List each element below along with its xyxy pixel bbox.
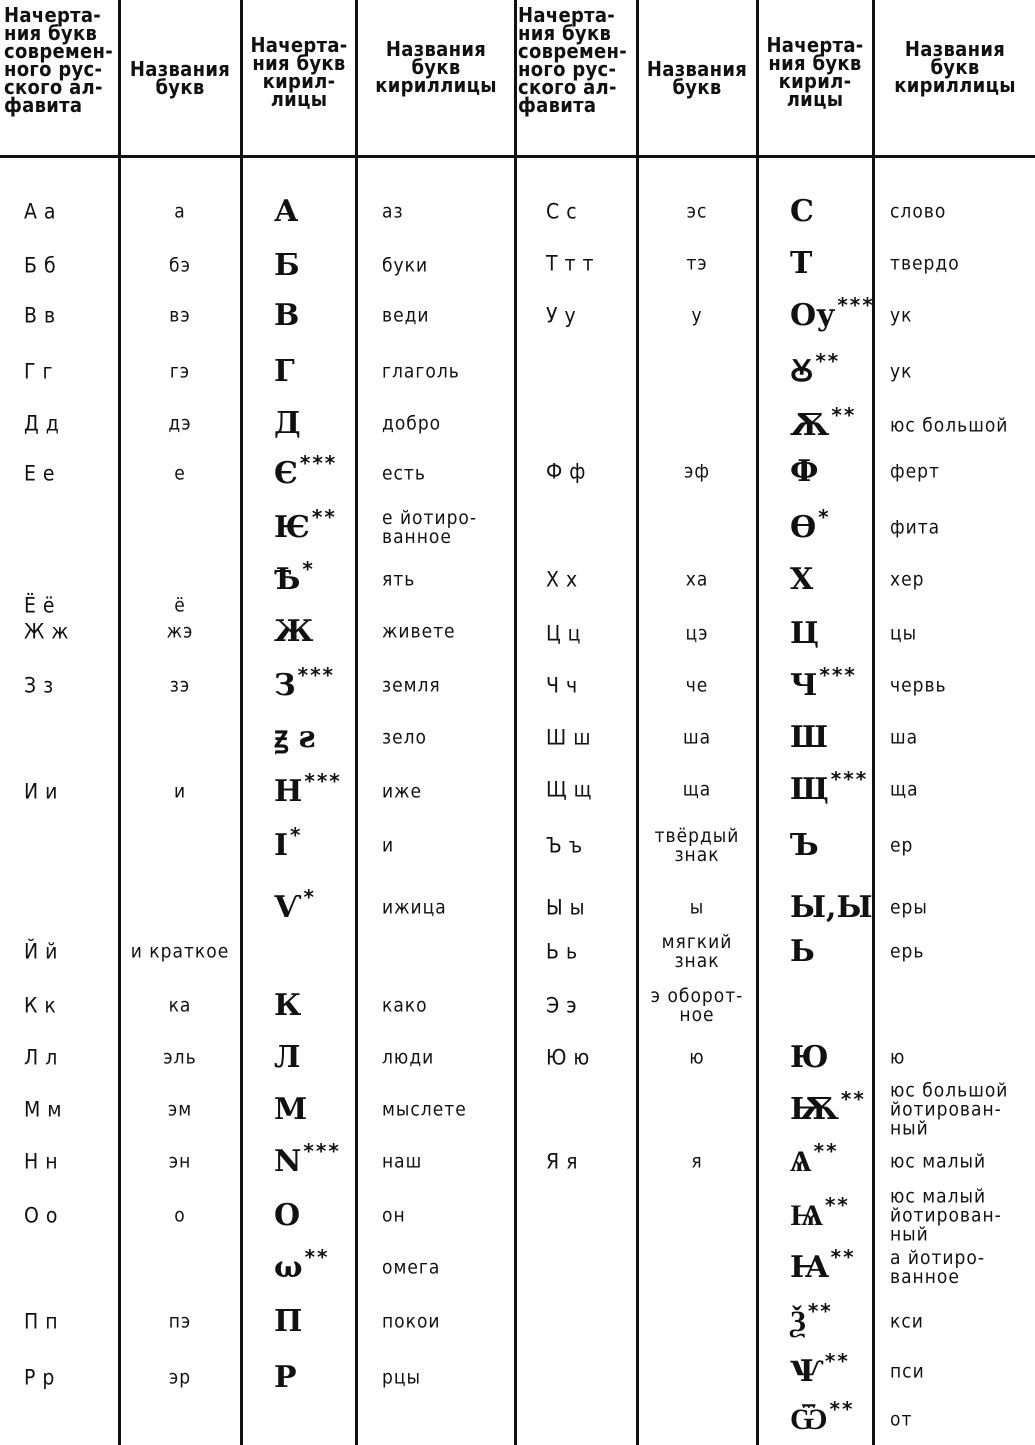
cyrillic-letter: П <box>274 1304 303 1339</box>
cyrillic-glyph <box>790 991 872 1021</box>
cyrillic-name: ерь <box>890 940 925 963</box>
cyrillic-letter: Ѫ <box>790 408 830 443</box>
cyrillic-letter: І <box>274 828 289 863</box>
cyrillic-glyph <box>790 828 872 863</box>
letter-name: и краткое <box>130 940 230 963</box>
column-header: Названия букв <box>129 57 231 99</box>
footnote-stars: *** <box>819 663 857 687</box>
cyrillic-letter: Ь <box>790 934 815 969</box>
letter-name: бэ <box>169 254 191 277</box>
cyrillic-letter: Ъ <box>790 828 819 863</box>
modern-letter: Т т т <box>546 251 595 276</box>
cyrillic-glyph <box>274 1198 354 1233</box>
cyrillic-name: рцы <box>382 1366 421 1389</box>
cyrillic-glyph <box>274 354 354 389</box>
footnote-stars: ** <box>824 1349 850 1373</box>
letter-name: жэ <box>166 620 194 643</box>
cyrillic-letter: Б <box>274 248 300 283</box>
cyrillic-letter: Ы,Ы <box>790 890 873 925</box>
letter-name: че <box>685 674 709 697</box>
letter-name: а <box>174 200 186 223</box>
cyrillic-letter: Ш <box>790 720 829 755</box>
cyrillic-name: твердо <box>890 252 960 275</box>
letter-name: дэ <box>168 412 192 435</box>
column-header: Начерта- ния букв кирил- лицы <box>250 33 348 111</box>
cyrillic-letter: З <box>274 668 296 703</box>
column-divider <box>514 0 517 1445</box>
column-header: Названия букв кириллицы <box>894 37 1016 97</box>
cyrillic-glyph <box>790 505 872 545</box>
footnote-stars: * <box>302 557 315 581</box>
column-header: Начерта- ния букв современ- ного рус- ского ал- фавита <box>4 3 114 117</box>
cyrillic-name: хер <box>890 568 925 591</box>
cyrillic-glyph <box>274 663 354 703</box>
footnote-stars: * <box>818 505 831 529</box>
modern-letter: Ы ы <box>546 895 586 920</box>
cyrillic-name: ять <box>382 568 416 591</box>
column-divider <box>355 0 358 1445</box>
cyrillic-letter: Ѩ <box>790 1198 823 1233</box>
modern-letter: Ч ч <box>546 673 578 698</box>
cyrillic-glyph <box>274 769 354 809</box>
footnote-stars: *** <box>303 1139 341 1163</box>
cyrillic-letter: Р <box>274 1360 297 1395</box>
cyrillic-glyph <box>274 1092 354 1127</box>
cyrillic-name: глаголь <box>382 360 460 383</box>
cyrillic-name: юс малый йотирован- ный <box>890 1185 1002 1246</box>
modern-letter: Я я <box>546 1149 578 1174</box>
footnote-stars: *** <box>297 663 336 687</box>
cyrillic-name: от <box>890 1408 913 1431</box>
footnote-stars: *** <box>304 769 342 793</box>
cyrillic-letter: Л <box>274 1040 301 1075</box>
footnote-stars: ** <box>311 505 337 529</box>
cyrillic-letter: Ѱ <box>790 1354 823 1389</box>
modern-letter: Ю ю <box>546 1045 590 1070</box>
cyrillic-name: како <box>382 994 428 1017</box>
footnote-stars: ** <box>830 1245 856 1269</box>
cyrillic-glyph <box>790 767 872 807</box>
cyrillic-letter: Т <box>790 246 813 281</box>
letter-name: эф <box>684 460 710 483</box>
cyrillic-glyph <box>274 248 354 283</box>
cyrillic-glyph <box>790 663 872 703</box>
cyrillic-name: покои <box>382 1310 441 1333</box>
cyrillic-name: кси <box>890 1310 924 1333</box>
cyrillic-glyph <box>274 1245 354 1285</box>
cyrillic-name: люди <box>382 1046 435 1069</box>
modern-letter: М м <box>24 1097 63 1122</box>
cyrillic-glyph <box>790 1397 872 1437</box>
modern-letter: Х х <box>546 567 578 592</box>
letter-name: и <box>173 780 187 803</box>
cyrillic-glyph <box>790 890 873 925</box>
modern-letter: Ё ё <box>24 593 56 618</box>
cyrillic-name: юс большой йотирован- ный <box>890 1079 1009 1140</box>
footnote-stars: ** <box>807 1299 833 1323</box>
modern-letter: К к <box>24 993 57 1018</box>
cyrillic-name: цы <box>890 622 918 645</box>
cyrillic-letter: Д <box>274 406 301 441</box>
letter-name: эн <box>168 1150 192 1173</box>
cyrillic-glyph <box>790 403 872 443</box>
cyrillic-glyph <box>274 1040 354 1075</box>
cyrillic-letter: Ѿ <box>790 1402 828 1437</box>
column-divider <box>240 0 243 1445</box>
footnote-stars: * <box>290 823 303 847</box>
cyrillic-letter: Ж <box>274 614 314 649</box>
footnote-stars: ** <box>815 349 841 373</box>
modern-letter: В в <box>24 303 56 328</box>
cyrillic-letter: К <box>274 988 302 1023</box>
letter-name: я <box>691 1150 703 1173</box>
cyrillic-name: он <box>382 1204 406 1227</box>
cyrillic-letter: Щ <box>790 772 829 807</box>
cyrillic-name: а йотиро- ванное <box>890 1247 986 1288</box>
cyrillic-glyph <box>790 194 872 229</box>
modern-letter: Й й <box>24 939 58 964</box>
letter-name: эр <box>168 1366 192 1389</box>
modern-letter: И и <box>24 779 58 804</box>
letter-name: ю <box>689 1046 705 1069</box>
modern-letter: Ц ц <box>546 621 582 646</box>
footnote-stars: ** <box>831 403 857 427</box>
cyrillic-glyph <box>790 1299 872 1339</box>
cyrillic-letter: Ѳ <box>790 510 817 545</box>
cyrillic-glyph <box>274 937 354 967</box>
cyrillic-name: веди <box>382 304 430 327</box>
cyrillic-name: еры <box>890 896 928 919</box>
cyrillic-name: червь <box>890 674 947 697</box>
footnote-stars: *** <box>299 451 338 475</box>
cyrillic-name: живете <box>382 620 456 643</box>
modern-letter: Н н <box>24 1149 59 1174</box>
cyrillic-glyph <box>274 885 354 925</box>
cyrillic-letter: Х <box>790 562 814 597</box>
cyrillic-glyph <box>790 293 875 333</box>
cyrillic-letter: Ѭ <box>790 1092 839 1127</box>
cyrillic-name: ферт <box>890 460 940 483</box>
footnote-stars: ** <box>840 1087 866 1111</box>
letter-name: ё <box>174 594 186 617</box>
cyrillic-letter: Є <box>274 456 298 491</box>
cyrillic-name: ща <box>890 778 919 801</box>
modern-letter: Р р <box>24 1365 55 1390</box>
cyrillic-glyph <box>274 614 354 649</box>
cyrillic-name: буки <box>382 254 429 277</box>
cyrillic-letter: Ꙗ <box>790 1250 829 1285</box>
letter-name: пэ <box>168 1310 192 1333</box>
modern-letter: Ь ь <box>546 939 578 964</box>
letter-name: вэ <box>169 304 191 327</box>
cyrillic-name: фита <box>890 516 941 539</box>
cyrillic-letter: Ф <box>790 454 819 489</box>
cyrillic-name: зело <box>382 726 427 749</box>
modern-letter: Е е <box>24 461 56 486</box>
letter-name: эм <box>167 1098 193 1121</box>
modern-letter: Л л <box>24 1045 58 1070</box>
modern-letter: Ф ф <box>546 459 586 484</box>
letter-name: твёрдый знак <box>654 825 740 866</box>
cyrillic-letter: О <box>274 1198 301 1233</box>
cyrillic-name: аз <box>382 200 404 223</box>
column-divider <box>756 0 759 1445</box>
cyrillic-glyph <box>790 1193 872 1233</box>
footnote-stars: ** <box>304 1245 330 1269</box>
cyrillic-glyph <box>790 1087 872 1127</box>
cyrillic-name: ер <box>890 834 914 857</box>
cyrillic-letter: Оу <box>790 298 836 333</box>
cyrillic-glyph <box>790 1349 872 1389</box>
letter-name: зэ <box>169 674 191 697</box>
cyrillic-name: иже <box>382 780 423 803</box>
cyrillic-name: добро <box>382 412 442 435</box>
cyrillic-glyph <box>790 349 872 389</box>
letter-name: э оборот- ное <box>650 985 744 1026</box>
modern-letter: Щ щ <box>546 777 592 802</box>
cyrillic-letter: Ѵ <box>274 890 302 925</box>
footnote-stars: * <box>303 885 316 909</box>
modern-letter: С с <box>546 199 578 224</box>
cyrillic-letter: В <box>274 298 300 333</box>
cyrillic-letter: Ѥ <box>274 510 310 545</box>
cyrillic-glyph <box>790 616 872 651</box>
letter-name: эс <box>686 200 708 223</box>
cyrillic-name: земля <box>382 674 441 697</box>
cyrillic-letter: Ѯ <box>790 1304 806 1339</box>
cyrillic-letter: Ч <box>790 668 818 703</box>
cyrillic-glyph <box>790 720 872 755</box>
cyrillic-letter: Ц <box>790 616 819 651</box>
cyrillic-glyph <box>274 505 354 545</box>
letter-name: ха <box>685 568 709 591</box>
cyrillic-glyph <box>274 1304 354 1339</box>
cyrillic-letter: М <box>274 1092 308 1127</box>
cyrillic-letter: А <box>274 194 299 229</box>
cyrillic-name: и <box>382 834 395 857</box>
cyrillic-name: е йотиро- ванное <box>382 507 478 548</box>
cyrillic-glyph <box>274 720 354 755</box>
cyrillic-glyph <box>274 1139 354 1179</box>
cyrillic-name: ижица <box>382 896 447 919</box>
cyrillic-glyph <box>274 406 354 441</box>
footnote-stars: ** <box>813 1139 839 1163</box>
column-header: Начерта- ния букв кирил- лицы <box>766 33 864 111</box>
cyrillic-glyph <box>790 454 872 489</box>
modern-letter: А а <box>24 199 56 224</box>
cyrillic-glyph <box>790 562 872 597</box>
letter-name: тэ <box>686 252 708 275</box>
cyrillic-letter: ω <box>274 1250 303 1285</box>
cyrillic-letter: ꙃ ꙅ <box>274 720 316 755</box>
cyrillic-glyph <box>274 194 354 229</box>
cyrillic-name: ша <box>890 726 919 749</box>
letter-name: ы <box>689 896 705 919</box>
cyrillic-letter: Н <box>274 774 303 809</box>
cyrillic-letter: Ѣ <box>274 562 301 597</box>
modern-letter: Д д <box>24 411 60 436</box>
modern-letter: Ъ ъ <box>546 833 583 858</box>
column-header: Названия букв <box>646 57 748 99</box>
letter-name: у <box>691 304 703 327</box>
cyrillic-glyph <box>790 246 872 281</box>
modern-letter: З з <box>24 673 54 698</box>
cyrillic-letter: Ѧ <box>790 1144 812 1179</box>
letter-name: мягкий знак <box>661 931 733 972</box>
letter-name: эль <box>163 1046 197 1069</box>
cyrillic-name: наш <box>382 1150 423 1173</box>
cyrillic-letter: С <box>790 194 814 229</box>
column-header: Начерта- ния букв современ- ного рус- ского ал- фавита <box>518 3 628 117</box>
cyrillic-name: есть <box>382 462 426 485</box>
cyrillic-name: ю <box>890 1046 906 1069</box>
cyrillic-letter: Ꙋ <box>790 354 814 389</box>
modern-letter: О о <box>24 1203 58 1228</box>
letter-name: о <box>174 1204 186 1227</box>
column-header: Названия букв кириллицы <box>375 37 497 97</box>
footnote-stars: ** <box>829 1397 855 1421</box>
cyrillic-glyph <box>790 1040 872 1075</box>
cyrillic-name: мыслете <box>382 1098 467 1121</box>
modern-letter: Б б <box>24 253 57 278</box>
modern-letter: П п <box>24 1309 59 1334</box>
modern-letter: Э э <box>546 993 578 1018</box>
cyrillic-glyph <box>790 934 872 969</box>
cyrillic-glyph <box>274 451 354 491</box>
letter-name: ща <box>682 778 712 801</box>
footnote-stars: *** <box>830 767 869 791</box>
cyrillic-letter: N <box>274 1144 302 1179</box>
letter-name: гэ <box>169 360 191 383</box>
cyrillic-name: пси <box>890 1360 925 1383</box>
letter-name: ша <box>682 726 712 749</box>
modern-letter: Г г <box>24 359 53 384</box>
cyrillic-name: юс малый <box>890 1150 987 1173</box>
cyrillic-name: омега <box>382 1256 441 1279</box>
cyrillic-glyph <box>274 1360 354 1395</box>
cyrillic-glyph <box>274 298 354 333</box>
modern-letter: У у <box>546 303 577 328</box>
footnote-stars: ** <box>824 1193 850 1217</box>
modern-letter: Ш ш <box>546 725 591 750</box>
cyrillic-glyph <box>790 1139 872 1179</box>
modern-letter: Ж ж <box>24 619 69 644</box>
footnote-stars: *** <box>837 293 875 317</box>
column-divider <box>872 0 875 1445</box>
cyrillic-glyph <box>274 988 354 1023</box>
cyrillic-name: слово <box>890 200 947 223</box>
cyrillic-letter: Г <box>274 354 295 389</box>
cyrillic-name: ук <box>890 360 913 383</box>
header-divider <box>0 155 1035 158</box>
letter-name: цэ <box>685 622 709 645</box>
cyrillic-glyph <box>274 823 354 863</box>
letter-name: ка <box>168 994 192 1017</box>
cyrillic-letter: Ю <box>790 1040 829 1075</box>
cyrillic-name: ук <box>890 304 913 327</box>
cyrillic-glyph <box>790 1245 872 1285</box>
cyrillic-name: юс большой <box>890 414 1009 437</box>
letter-name: е <box>174 462 186 485</box>
